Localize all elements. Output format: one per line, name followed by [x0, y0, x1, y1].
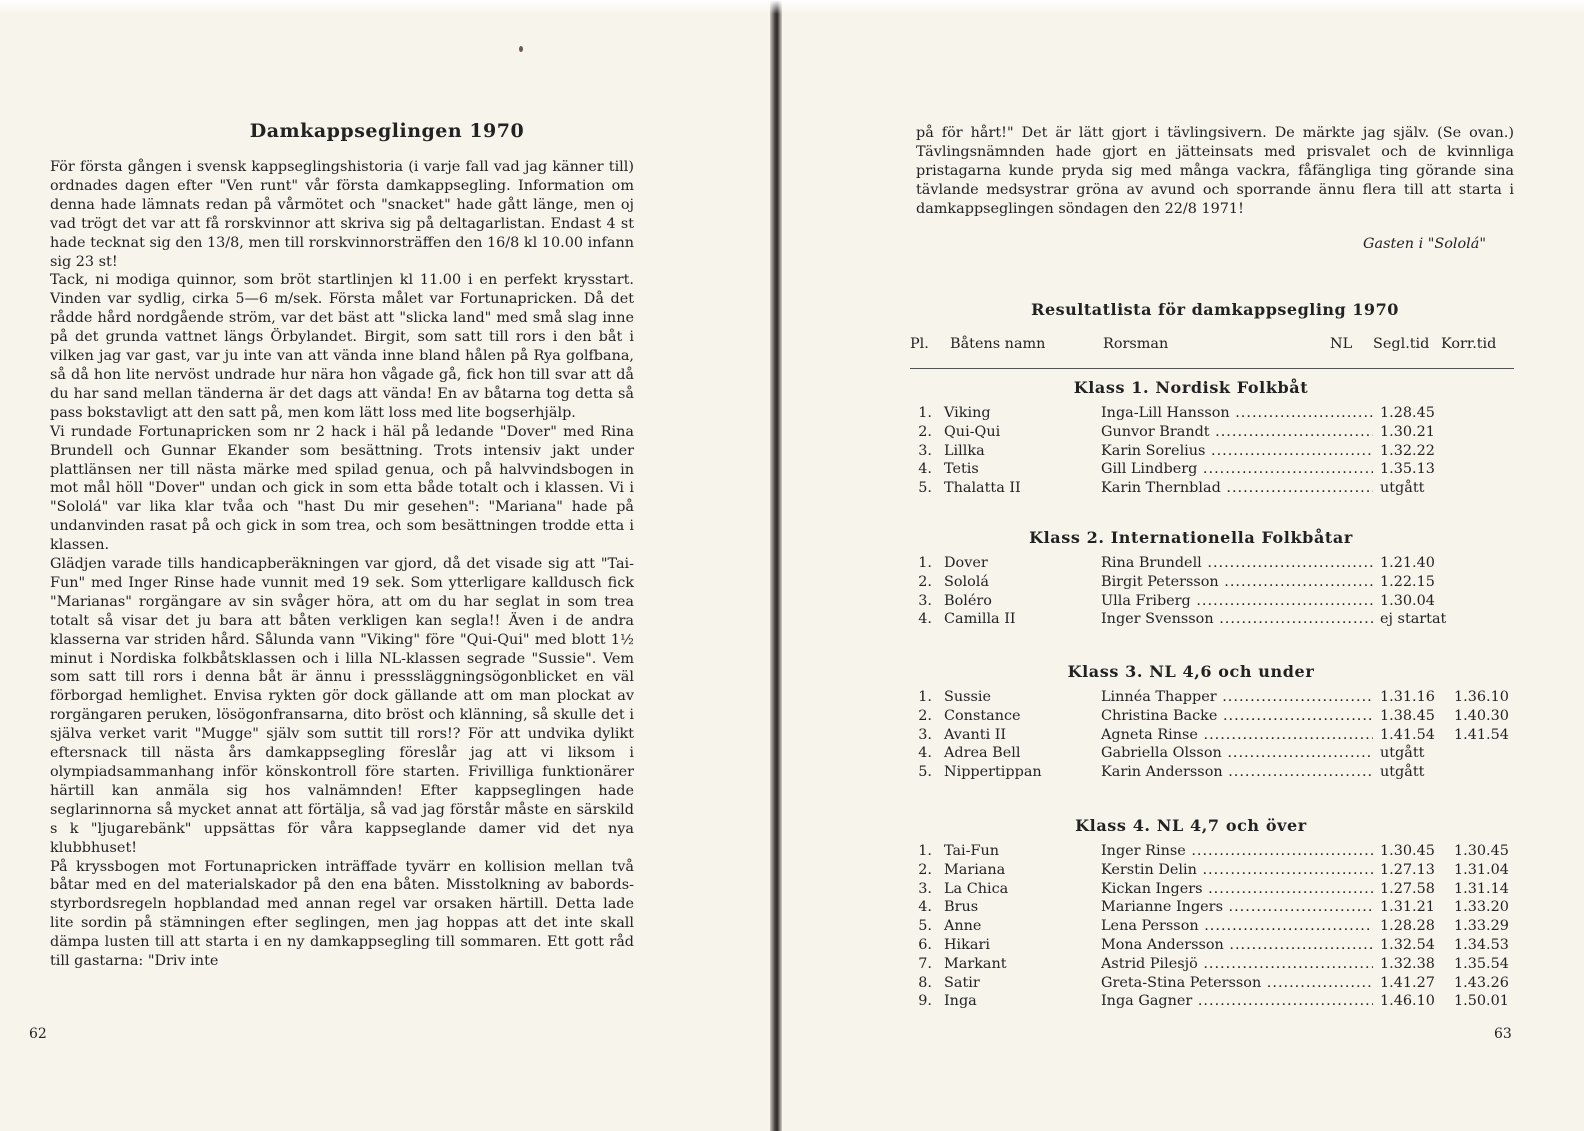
corrected-time: 1.33.29 [1454, 918, 1509, 935]
boat-name: La Chica [944, 880, 1009, 897]
header-rule [910, 368, 1514, 369]
helmsman: Agneta Rinse ..... [1101, 727, 1373, 743]
placing: 3. [918, 880, 932, 897]
sailing-time: 1.27.13 [1380, 861, 1435, 878]
placing: 2. [918, 423, 932, 440]
result-row [0, 956, 1584, 975]
result-row [0, 843, 1584, 862]
helmsman: Karin Sorelius ..... [1101, 443, 1373, 459]
sailing-time: 1.30.45 [1380, 843, 1435, 859]
corrected-time: 1.33.20 [1454, 899, 1509, 916]
helmsman: Karin Andersson ..... [1101, 764, 1373, 780]
sailing-time: 1.31.21 [1380, 899, 1435, 916]
boat-name: Tai-Fun [944, 843, 1000, 859]
helmsman: Lena Persson ..... [1101, 918, 1373, 934]
results-title: Resultatlista för damkappsegling 1970 [1031, 300, 1399, 319]
corrected-time: 1.35.54 [1454, 955, 1509, 972]
corrected-time: 1.40.30 [1454, 707, 1509, 724]
sailing-time: utgått [1380, 745, 1425, 762]
sailing-time: utgått [1380, 764, 1425, 781]
boat-name: Anne [944, 918, 982, 935]
article-title: Damkappseglingen 1970 [249, 120, 525, 142]
placing: 8. [918, 974, 932, 991]
header-boat: Båtens namn [950, 336, 1046, 352]
result-row [0, 480, 1584, 499]
sailing-time: 1.32.54 [1380, 937, 1435, 953]
helmsman: Ulla Friberg ..... [1101, 593, 1373, 609]
result-row [0, 611, 1584, 630]
sailing-time: 1.35.13 [1380, 461, 1435, 478]
sailing-time: 1.32.38 [1380, 955, 1435, 972]
helmsman: Karin Thernblad ..... [1101, 480, 1373, 496]
boat-name: Constance [944, 707, 1021, 724]
header-korr: Korr.tid [1441, 336, 1497, 352]
placing: 4. [918, 745, 932, 762]
header-segl: Segl.tid [1373, 336, 1430, 352]
page-number-right: 63 [1494, 1026, 1512, 1042]
placing: 5. [918, 480, 932, 497]
sailing-time: 1.27.58 [1380, 880, 1435, 897]
page-edge [0, 0, 1584, 14]
header-helm: Rorsman [1103, 336, 1169, 352]
paragraph: För första gången i svensk kappseglingshistoria (i varje fall vad jag känner till) ordnades dagen efter "Ven runt" vår första damkappsegling. Information om denna hade lämnats redan på vårmötet och "snacket" hade gått länge, men oj vad trögt det var att få rorskvinnor att skriva sig på deltagarlistan. Endast 4 st hade tecknat sig den 13/8, men till rorskvinnorsträffen den 16/8 kl 10.00 infann sig 23 st! [50, 159, 634, 270]
result-row [0, 555, 1584, 574]
corrected-time: 1.30.45 [1454, 843, 1509, 859]
placing: 5. [918, 918, 932, 935]
boat-name: Dover [944, 555, 988, 571]
sailing-time: 1.41.27 [1380, 974, 1435, 991]
helmsman: Inger Rinse ..... [1101, 843, 1373, 859]
boat-name: Mariana [944, 861, 1006, 878]
helmsman: Mona Andersson ..... [1101, 937, 1373, 953]
boat-name: Inga [944, 993, 977, 1010]
result-row [0, 862, 1584, 881]
placing: 4. [918, 461, 932, 478]
paragraph: Tack, ni modiga quinnor, som bröt startlinjen kl 11.00 i en perfekt krysstart. Vinden var sydlig, cirka 5—6 m/sek. Första målet var Fortunapricken. Då det rådde hård nordgående ström, var det bäst att "slicka land" med små slag inne på det grunda vattnet längs Örbylandet. Birgit, som satt till rors i den båt i vilken jag var gast, var ju inte van att vända inne bland hålen på Rya golfbana, så då hon lite nervöst undrade hur nära hon vågade gå, fick hon till svar att då du har sand mellan tänderna är det dags att vända! En av båtarna tog detta så pass bokstavligt att den satt på, men kom lätt loss med lite bogserhjälp. [50, 272, 634, 421]
helmsman: Gunvor Brandt ..... [1101, 424, 1373, 440]
boat-name: Adrea Bell [944, 745, 1021, 762]
placing: 1. [918, 689, 932, 705]
result-row [0, 975, 1584, 994]
helmsman: Rina Brundell ..... [1101, 555, 1373, 571]
placing: 7. [918, 955, 932, 972]
placing: 3. [918, 442, 932, 459]
helmsman: Inga Gagner ..... [1101, 993, 1373, 1009]
sailing-time: 1.46.10 [1380, 993, 1435, 1010]
sailing-time: 1.31.16 [1380, 689, 1435, 705]
placing: 2. [918, 707, 932, 724]
sailing-time: ej startat [1380, 611, 1447, 628]
helmsman: Birgit Petersson ..... [1101, 574, 1373, 590]
helmsman: Linnéa Thapper ..... [1101, 689, 1373, 705]
result-row [0, 881, 1584, 900]
header-nl: NL [1330, 336, 1353, 352]
boat-name: Boléro [944, 592, 992, 609]
sailing-time: 1.41.54 [1380, 726, 1435, 743]
result-row [0, 993, 1584, 1012]
sailing-time: 1.30.21 [1380, 423, 1435, 440]
result-row [0, 424, 1584, 443]
placing: 1. [918, 843, 932, 859]
boat-name: Nippertippan [944, 764, 1042, 781]
boat-name: Brus [944, 899, 979, 916]
corrected-time: 1.43.26 [1454, 974, 1509, 991]
result-row [0, 708, 1584, 727]
boat-name: Camilla II [944, 611, 1016, 628]
result-row [0, 461, 1584, 480]
result-row [0, 727, 1584, 746]
result-row [0, 899, 1584, 918]
helmsman: Inga-Lill Hansson ..... [1101, 405, 1373, 421]
helmsman: Kickan Ingers ..... [1101, 881, 1373, 897]
placing: 6. [918, 937, 932, 953]
boat-name: Thalatta II [944, 480, 1021, 497]
boat-name: Lillka [944, 442, 985, 459]
author-signature: Gasten i "Sololá" [1363, 236, 1486, 252]
placing: 3. [918, 726, 932, 743]
placing: 9. [918, 993, 932, 1010]
sailing-time: 1.32.22 [1380, 442, 1435, 459]
sailing-time: 1.28.45 [1380, 405, 1435, 421]
helmsman: Greta-Stina Petersson ..... [1101, 975, 1373, 991]
placing: 2. [918, 861, 932, 878]
helmsman: Christina Backe ..... [1101, 708, 1373, 724]
helmsman: Inger Svensson ..... [1101, 611, 1373, 627]
result-row [0, 764, 1584, 783]
result-row [0, 689, 1584, 708]
helmsman: Kerstin Delin ..... [1101, 862, 1373, 878]
helmsman: Gill Lindberg ..... [1101, 461, 1373, 477]
boat-name: Satir [944, 974, 980, 991]
paragraph: Glädjen varade tills handicapberäkningen var gjord, då det visade sig att "Tai-Fun" med Inger Rinse hade vunnit med 19 sek. Som ytterligare kalldusch fick "Marianas" rorgängare av sin svåger höra, att om du har seglat in som trea totalt så visar det ju bara att båten verkligen kan segla!! Även i de andra klasserna var striden hård. Sålunda vann "Viking" före "Qui-Qui" med blott 1½ minut i Nordiska folkbåtsklassen och i lilla NL-klassen segrade "Sussie". Vem som satt till rors i denna båt är ännu i presssläggningsögonblicket en väl förborgad hemlighet. Envisa rykten gör dock gällande att om man plockat av rorgängaren peruken, lösögonfransarna, dito bröst och klänning, så skulle det i själva verket varit "Mugge" själv som suttit till rors!? För att undvika dylikt eftersnack till nästa års damkappsegling föreslår jag att vi liksom i olympiadsammanhang inför könskontroll före starten. Frivilliga funktionärer härtill kan anmäla sig hos valnämnden! Efter kappseglingen hade seglarinnorna så mycket annat att förtälja, så vad jag förstår måste en särskild s k "ljugarebänk" uppsättas för våra kappseglande damer vid det nya klubbhuset! [50, 556, 634, 856]
sailing-time: 1.21.40 [1380, 555, 1435, 571]
header-pl: Pl. [910, 336, 929, 352]
boat-name: Qui-Qui [944, 423, 1001, 440]
result-row [0, 574, 1584, 593]
result-row [0, 918, 1584, 937]
boat-name: Tetis [944, 461, 979, 478]
boat-name: Hikari [944, 937, 990, 953]
class-title: Klass 1. Nordisk Folkbåt [1073, 378, 1309, 397]
corrected-time: 1.36.10 [1454, 689, 1509, 705]
placing: 4. [918, 899, 932, 916]
helmsman: Marianne Ingers ..... [1101, 899, 1373, 915]
class-title: Klass 2. Internationella Folkbåtar [1029, 528, 1353, 547]
result-row [0, 745, 1584, 764]
sailing-time: utgått [1380, 480, 1425, 497]
class-title: Klass 4. NL 4,7 och över [1075, 816, 1307, 835]
boat-name: Avanti II [944, 726, 1007, 743]
boat-name: Viking [944, 405, 991, 421]
page-number-left: 62 [29, 1026, 47, 1042]
article-continuation [916, 124, 1514, 219]
result-row [0, 405, 1584, 424]
placing: 2. [918, 573, 932, 590]
sailing-time: 1.38.45 [1380, 707, 1435, 724]
corrected-time: 1.31.14 [1454, 880, 1509, 897]
helmsman: Gabriella Olsson ..... [1101, 745, 1373, 761]
sailing-time: 1.30.04 [1380, 592, 1435, 609]
paragraph: På kryssbogen mot Fortunapricken inträffade tyvärr en kollision mellan två båtar med en del materialskador på den ena båten. Misstolkning av babords-styrbordsregeln hopblandad med annan regel var orsaken härtill. Detta lade lite sordin på stämningen efter seglingen, men jag hoppas att det inte skall dämpa lusten till att starta i en ny damkappsegling till sommaren. Ett gott råd till gastarna: "Driv inte [50, 858, 634, 970]
placing: 4. [918, 611, 932, 628]
boat-name: Markant [944, 955, 1007, 972]
class-title: Klass 3. NL 4,6 och under [1067, 662, 1315, 681]
corrected-time: 1.31.04 [1454, 861, 1509, 878]
boat-name: Sussie [944, 689, 992, 705]
corrected-time: 1.41.54 [1454, 726, 1509, 743]
placing: 3. [918, 592, 932, 609]
result-row [0, 937, 1584, 956]
sailing-time: 1.22.15 [1380, 573, 1435, 590]
result-row [0, 593, 1584, 612]
corrected-time: 1.34.53 [1454, 937, 1509, 953]
ink-speck [519, 46, 523, 52]
placing: 1. [918, 405, 932, 421]
placing: 5. [918, 764, 932, 781]
corrected-time: 1.50.01 [1454, 993, 1509, 1010]
helmsman: Astrid Pilesjö ..... [1101, 956, 1373, 972]
boat-name: Sololá [944, 573, 989, 590]
sailing-time: 1.28.28 [1380, 918, 1435, 935]
placing: 1. [918, 555, 932, 571]
paragraph: på för hårt!" Det är lätt gjort i tävlingsivern. De märkte jag själv. (Se ovan.) Tävlingsnämnden hade gjort en jätteinsats med prisvalet och de kvinnliga pristagarna kunde pryda sig med många vackra, fåfängliga ting görande sina tävlande medsystrar gröna av avund och sporrande ännu flera till att starta i damkappseglingen söndagen den 22/8 1971! [916, 125, 1514, 217]
paragraph: Vi rundade Fortunapricken som nr 2 hack i häl på ledande "Dover" med Rina Brundell och Gunnar Ekander som besättning. Trots intensiv jakt under plattlänsen ner till nästa märke med spilad genua, och på halvvindsbogen in mot mål höll "Dover" undan och gick in som etta både totalt och i klassen. Vi i "Sololá" var lika klar tvåa och "hast Du mir gesehen": "Mariana" hade på undanvinden rasat på och gick in som trea, och som besättningen trodde etta i klassen. [50, 423, 634, 554]
result-row [0, 443, 1584, 462]
